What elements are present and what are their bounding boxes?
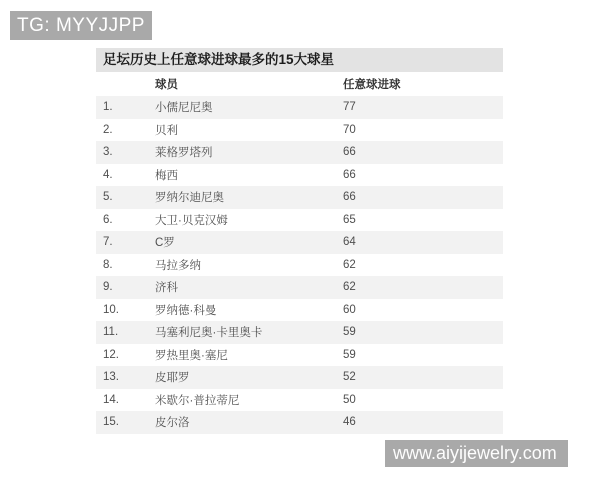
player-cell: 小儒尼尼奥 (155, 102, 213, 115)
player-cell: 马拉多纳 (155, 259, 201, 272)
player-cell: 罗纳尔迪尼奥 (155, 192, 224, 205)
goals-cell: 65 (343, 213, 356, 226)
table-row (96, 254, 503, 277)
player-cell: 马塞利尼奥·卡里奥卡 (155, 327, 263, 340)
player-cell: 贝利 (155, 124, 178, 137)
goals-cell: 66 (343, 191, 356, 204)
rank-cell: 12. (103, 348, 119, 361)
table-row (96, 209, 503, 232)
header-goals: 任意球进球 (343, 79, 401, 91)
goals-cell: 66 (343, 168, 356, 181)
player-cell: 皮耶罗 (155, 372, 190, 385)
goals-cell: 52 (343, 371, 356, 384)
goals-cell: 46 (343, 416, 356, 429)
table-row (96, 344, 503, 367)
table-row (96, 299, 503, 322)
table-header-row (96, 72, 503, 96)
website-watermark-text: www.aiyijewelry.com (393, 443, 557, 463)
player-cell: 莱格罗塔列 (155, 147, 213, 160)
player-cell: 罗热里奥·塞尼 (155, 349, 228, 362)
rank-cell: 14. (103, 393, 119, 406)
rank-cell: 9. (103, 281, 113, 294)
goals-cell: 64 (343, 236, 356, 249)
rank-cell: 1. (103, 101, 113, 114)
table-title: 足坛历史上任意球进球最多的15大球星 (96, 48, 503, 72)
table-row (96, 186, 503, 209)
goals-cell: 60 (343, 303, 356, 316)
table-row (96, 119, 503, 142)
rank-cell: 13. (103, 371, 119, 384)
rank-cell: 5. (103, 191, 113, 204)
ranking-table-card (96, 48, 503, 434)
goals-cell: 62 (343, 258, 356, 271)
player-cell: 罗纳德·科曼 (155, 304, 217, 317)
rank-cell: 2. (103, 123, 113, 136)
rank-cell: 7. (103, 236, 113, 249)
table-row (96, 411, 503, 434)
table-body (96, 96, 503, 434)
rank-cell: 6. (103, 213, 113, 226)
website-watermark-badge (385, 440, 568, 467)
rank-cell: 4. (103, 168, 113, 181)
rank-cell: 3. (103, 146, 113, 159)
rank-cell: 8. (103, 258, 113, 271)
table-row (96, 164, 503, 187)
goals-cell: 50 (343, 393, 356, 406)
table-row (96, 389, 503, 412)
table-row (96, 321, 503, 344)
goals-cell: 70 (343, 123, 356, 136)
table-row (96, 276, 503, 299)
goals-cell: 77 (343, 101, 356, 114)
telegram-watermark-text: TG: MYYJJPP (17, 15, 145, 36)
table-row (96, 231, 503, 254)
player-cell: 米歇尔·普拉蒂尼 (155, 394, 240, 407)
table-row (96, 366, 503, 389)
player-cell: 大卫·贝克汉姆 (155, 214, 228, 227)
player-cell: C罗 (155, 237, 175, 250)
player-cell: 济科 (155, 282, 178, 295)
goals-cell: 62 (343, 281, 356, 294)
table-row (96, 96, 503, 119)
rank-cell: 10. (103, 303, 119, 316)
player-cell: 梅西 (155, 169, 178, 182)
header-player: 球员 (155, 79, 178, 91)
goals-cell: 59 (343, 326, 356, 339)
table-row (96, 141, 503, 164)
telegram-watermark-badge (10, 11, 152, 40)
goals-cell: 59 (343, 348, 356, 361)
goals-cell: 66 (343, 146, 356, 159)
rank-cell: 15. (103, 416, 119, 429)
player-cell: 皮尔洛 (155, 417, 190, 430)
rank-cell: 11. (103, 326, 119, 339)
